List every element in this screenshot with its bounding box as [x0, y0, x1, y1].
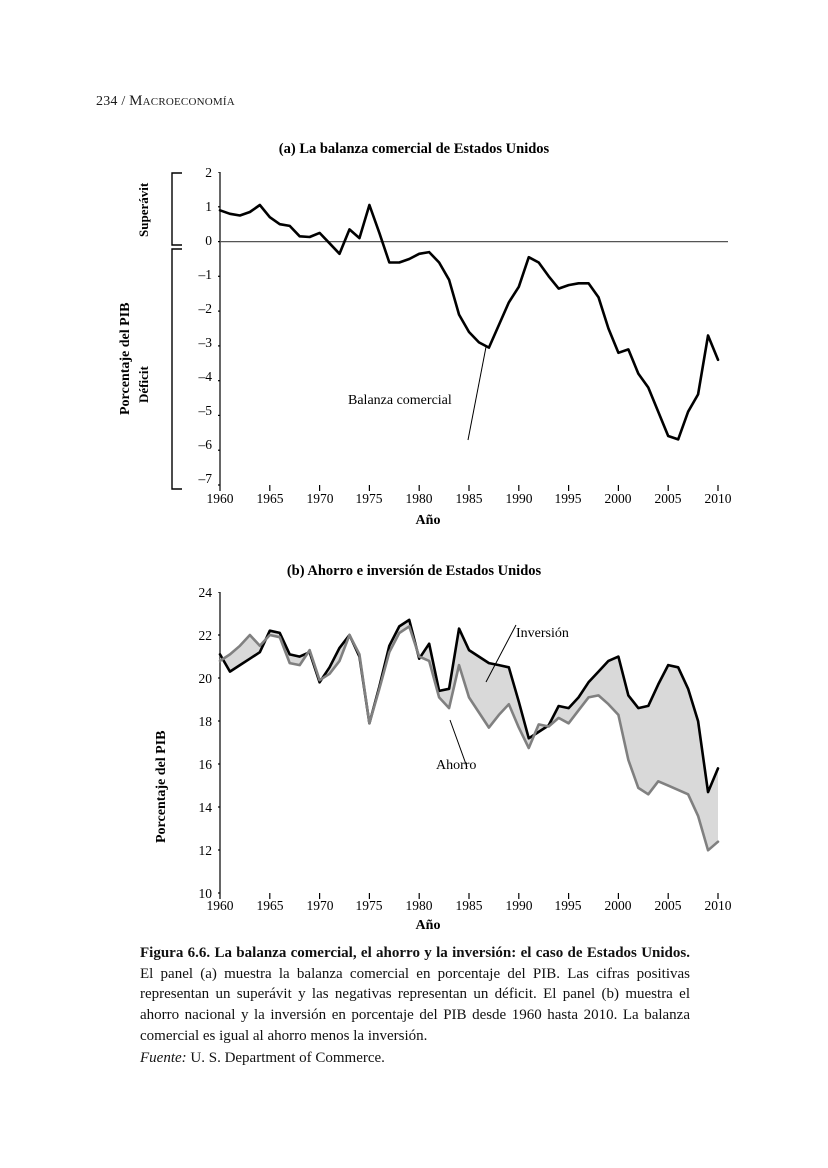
panel-b-xtick-5: 1985: [455, 898, 483, 913]
panel-b-plot: [218, 592, 738, 922]
figure-source: [140, 1050, 690, 1067]
panel-b-ytick-0: 24: [198, 585, 212, 600]
panel-a-ytick-2: 0: [205, 233, 212, 248]
panel-b-xtick-2: 1970: [306, 898, 334, 913]
panel-a-deficit-label: Déficit: [136, 366, 151, 403]
panel-a-ytick-7: –5: [198, 403, 212, 418]
panel-a-ytick-3: –1: [198, 267, 212, 282]
panel-a-ytick-0: 2: [205, 165, 212, 180]
panel-b-ytick-1: 22: [198, 628, 212, 643]
panel-a-y-axis-label: Porcentaje del PIB: [118, 302, 133, 415]
panel-b-xtick-1: 1965: [256, 898, 284, 913]
panel-a-ytick-6: –4: [198, 369, 212, 384]
panel-b-xtick-3: 1975: [355, 898, 383, 913]
panel-b-xtick-6: 1990: [505, 898, 533, 913]
figure-source-text: U. S. Department of Commerce.: [186, 1050, 385, 1066]
panel-b-ytick-2: 20: [198, 671, 212, 686]
panel-b-chart: [118, 585, 738, 935]
panel-a-plot: [218, 172, 738, 502]
panel-a-chart: [118, 165, 738, 535]
panel-b-investment-label: Inversión: [516, 626, 569, 641]
panel-a-xtick-2: 1970: [306, 491, 334, 506]
panel-a-ytick-9: –7: [198, 471, 212, 486]
panel-b-xtick-8: 2000: [604, 898, 632, 913]
panel-a-xtick-4: 1980: [405, 491, 433, 506]
running-head: [96, 93, 235, 110]
panel-a-ytick-8: –6: [198, 437, 212, 452]
panel-a-ytick-1: 1: [205, 199, 212, 214]
figure-caption: [140, 943, 690, 1046]
panel-a-title: (a) La balanza comercial de Estados Unidos: [278, 141, 550, 157]
panel-a-ytick-4: –2: [198, 301, 212, 316]
panel-b-ytick-4: 16: [198, 757, 212, 772]
panel-a-xtick-0: 1960: [206, 491, 234, 506]
panel-a-xtick-6: 1990: [505, 491, 533, 506]
running-head-separator: /: [121, 94, 126, 109]
panel-b-ytick-5: 14: [198, 800, 212, 815]
panel-b-ytick-7: 10: [198, 886, 212, 901]
panel-b-x-axis-label: Año: [415, 918, 441, 933]
panel-b-saving-label: Ahorro: [436, 758, 477, 773]
panel-b-xtick-10: 2010: [704, 898, 732, 913]
panel-b-y-axis-label: Porcentaje del PIB: [154, 730, 169, 843]
panel-a-xtick-7: 1995: [554, 491, 582, 506]
figure-caption-title: Figura 6.6. La balanza comercial, el ahorro y la inversión: el caso de Estados Unidos.: [140, 945, 690, 961]
panel-b-ytick-3: 18: [198, 714, 212, 729]
panel-b-title: (b) Ahorro e inversión de Estados Unidos: [286, 563, 542, 579]
panel-b-xtick-0: 1960: [206, 898, 234, 913]
panel-a-xtick-3: 1975: [355, 491, 383, 506]
panel-b-ytick-6: 12: [198, 843, 212, 858]
figure-source-label: Fuente:: [140, 1050, 187, 1066]
panel-b-xtick-4: 1980: [405, 898, 433, 913]
panel-a-surplus-label: Superávit: [136, 182, 151, 237]
panel-a-xtick-9: 2005: [654, 491, 682, 506]
panel-b-xtick-7: 1995: [554, 898, 582, 913]
panel-a-xtick-1: 1965: [256, 491, 284, 506]
panel-b-xtick-9: 2005: [654, 898, 682, 913]
figure-caption-body: El panel (a) muestra la balanza comercial en porcentaje del PIB. Las cifras positivas representan un superávit y las negativas representan un déficit. El panel (b) muestra el ahorro nacional y la inversión en porcentaje del PIB desde 1960 hasta 2010. La balanza comercial es igual al ahorro menos la inversión.: [140, 965, 690, 1044]
page-number: 234: [96, 94, 118, 109]
panel-a-series-label: Balanza comercial: [348, 393, 452, 408]
panel-a-xtick-8: 2000: [604, 491, 632, 506]
panel-a-xtick-10: 2010: [704, 491, 732, 506]
book-title: Macroeconomía: [129, 93, 235, 109]
panel-a-xtick-5: 1985: [455, 491, 483, 506]
panel-a-x-axis-label: Año: [415, 513, 441, 528]
panel-a-ytick-5: –3: [198, 335, 212, 350]
